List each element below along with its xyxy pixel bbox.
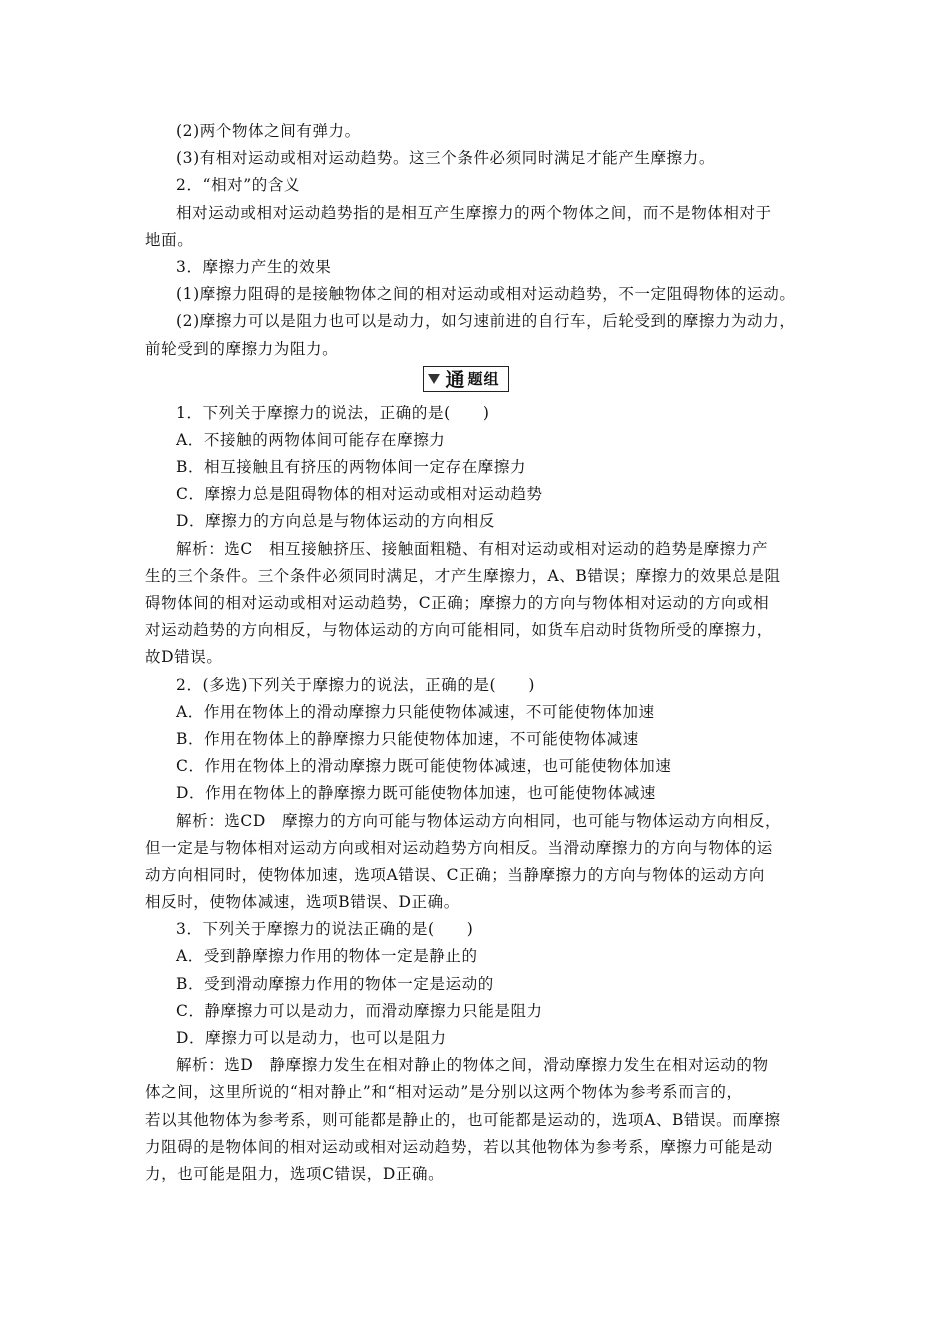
effect-point-2: (2)摩擦力可以是阻力也可以是动力，如匀速前进的自行车，后轮受到的摩擦力为动力， 前轮受到的摩擦力为阻力。 — [145, 312, 796, 358]
question-stem: 1．下列关于摩擦力的说法，正确的是( ) — [176, 403, 490, 422]
condition-2: (2)两个物体之间有弹力。 — [176, 122, 361, 140]
option-a: A．受到静摩擦力作用的物体一定是静止的 — [176, 947, 478, 966]
option-b: B．受到滑动摩擦力作用的物体一定是运动的 — [176, 974, 494, 993]
option-a: A．作用在物体上的滑动摩擦力只能使物体减速，不可能使物体加速 — [176, 702, 655, 721]
relative-heading: 2．“相对”的含义 — [176, 176, 301, 195]
relative-paragraph: 相对运动或相对运动趋势指的是相互产生摩擦力的两个物体之间，而不是物体相对于 地面。 — [145, 203, 772, 249]
question-2 — [145, 672, 807, 917]
question-stem: 3．下列关于摩擦力的说法正确的是( ) — [176, 920, 474, 939]
option-c: C．摩擦力总是阻碍物体的相对运动或相对运动趋势 — [176, 485, 543, 504]
document-page — [145, 118, 807, 1188]
option-d: D．摩擦力的方向总是与物体运动的方向相反 — [176, 512, 495, 531]
question-3 — [145, 916, 807, 1188]
option-d: D．作用在物体上的静摩擦力既可能使物体加速，也可能使物体减速 — [176, 784, 656, 803]
section-banner-wrap — [145, 366, 807, 400]
banner-small-text: 题组 — [467, 370, 500, 389]
analysis: 解析：选C 相互接触挤压、接触面粗糙、有相对运动或相对运动的趋势是摩擦力产 生的三个条件。三个条件必须同时满足，才产生摩擦力，A、B错误；摩擦力的效果总是阻 碍物体间的相对运动或相对运动趋势，C正确；摩擦力的方向与物体相对运动的方向或相 对运动趋势的方向相反，与物体运动的方向可能相同，如货车启动时货物所受的摩擦力， 故D错误。 — [145, 539, 781, 667]
triangle-icon — [428, 374, 440, 384]
question-stem: 2．(多选)下列关于摩擦力的说法，正确的是( ) — [176, 675, 536, 694]
condition-3: (3)有相对运动或相对运动趋势。这三个条件必须同时满足才能产生摩擦力。 — [176, 149, 715, 168]
banner-big-text: 通 — [445, 369, 465, 392]
question-1 — [145, 400, 807, 672]
option-c: C．作用在物体上的滑动摩擦力既可能使物体减速，也可能使物体加速 — [176, 757, 672, 776]
option-a: A．不接触的两物体间可能存在摩擦力 — [176, 430, 446, 449]
option-c: C．静摩擦力可以是动力，而滑动摩擦力只能是阻力 — [176, 1001, 543, 1020]
effect-point-1: (1)摩擦力阻碍的是接触物体之间的相对运动或相对运动趋势，不一定阻碍物体的运动。 — [176, 285, 796, 304]
tongtizu-banner — [423, 366, 508, 392]
analysis: 解析：选D 静摩擦力发生在相对静止的物体之间，滑动摩擦力发生在相对运动的物 体之间，这里所说的“相对静止”和“相对运动”是分别以这两个物体为参考系而言的， 若以其他物体为参考系，则可能都是静止的，也可能都是运动的，选项A、B错误。而摩擦 力阻碍的是物体间的相对运动或相对运动趋势，若以其他物体为参考系，摩擦力可能是动 力，也可能是阻力，选项C错误，D正确。 — [145, 1056, 781, 1183]
analysis: 解析：选CD 摩擦力的方向可能与物体运动方向相同，也可能与物体运动方向相反， 但一定是与物体相对运动方向或相对运动趋势方向相反。当滑动摩擦力的方向与物体的运 动方向相同时，使物体加速，选项A错误、C正确；当静摩擦力的方向与物体的运动方向 相反时，使物体减速，选项B错误、D正确。 — [145, 811, 782, 912]
option-d: D．摩擦力可以是动力，也可以是阻力 — [176, 1029, 447, 1047]
option-b: B．相互接触且有挤压的两物体间一定存在摩擦力 — [176, 458, 527, 477]
effect-heading: 3．摩擦力产生的效果 — [176, 257, 332, 276]
option-b: B．作用在物体上的静摩擦力只能使物体加速，不可能使物体减速 — [176, 729, 639, 748]
